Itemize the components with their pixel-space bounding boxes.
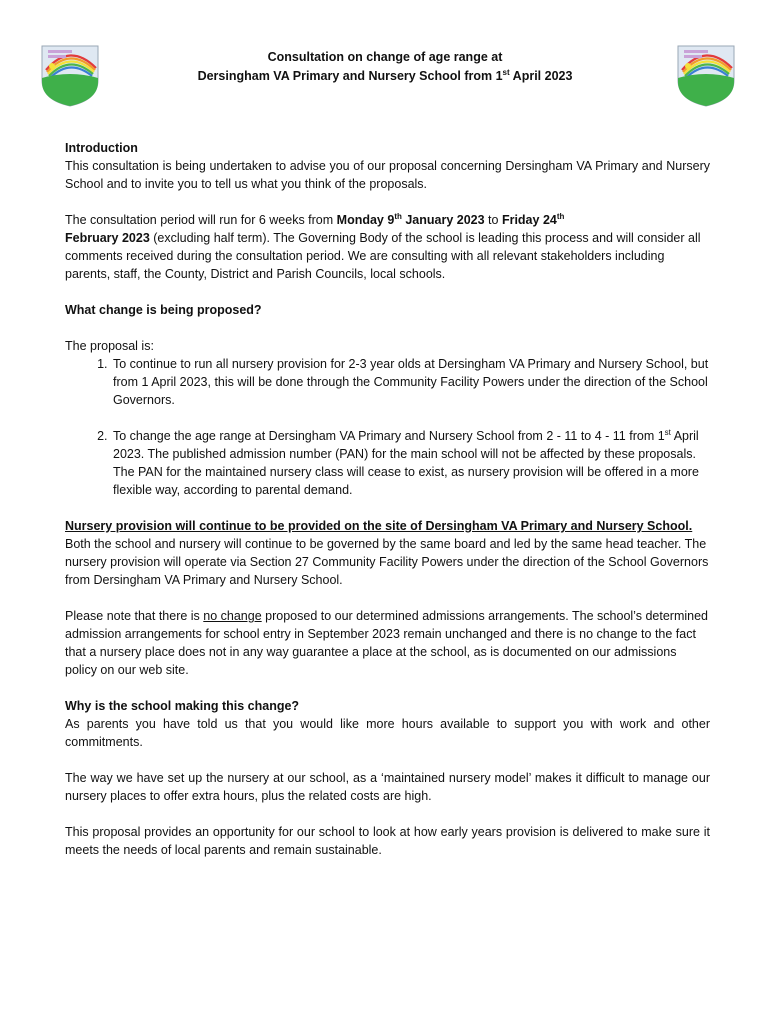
p2-start-date: Monday 9: [336, 213, 395, 227]
p2-text-rest: (excluding half term). The Governing Body of the school is leading this process and will consider all comments received during the consultation period. We are consulting with all relevant stakeholders including parents, staff, the County, District and Parish Councils, local schools.: [65, 231, 701, 281]
document-body: [65, 139, 710, 859]
introduction-paragraph: This consultation is being undertaken to advise you of our proposal concerning Dersingham VA Primary and Nursery School and to invite you to tell us what you think of the proposals.: [65, 159, 710, 191]
introduction-heading: Introduction: [65, 141, 138, 155]
why-paragraph-2: The way we have set up the nursery at our school, as a ‘maintained nursery model’ makes it difficult to manage our nursery places to offer extra hours, plus the related costs are high.: [65, 771, 710, 803]
p2-end-sup: th: [556, 211, 565, 221]
p2-text-to: to: [484, 213, 502, 227]
proposal-item-2: [111, 427, 710, 499]
why-paragraph-1: As parents you have told us that you would like more hours available to support you with work and other commitments.: [65, 717, 710, 749]
school-logo-right: [674, 40, 738, 108]
p2-start-sup: th: [394, 211, 402, 221]
school-logo-left: [38, 40, 102, 108]
document-title: [120, 48, 650, 86]
note-no-change: no change: [203, 609, 262, 623]
p2-start-month: January 2023: [401, 213, 485, 227]
proposal-lead: The proposal is:: [65, 339, 154, 353]
item2-text-b: April 2023. The published admission number (PAN) for the main school will not be affected by these proposals. The PAN for the maintained nursery class will cease to exist, as nursery provision will be offered in a more flexible way, according to parental demand.: [113, 429, 699, 497]
proposal-list: [65, 355, 710, 499]
nursery-text: Both the school and nursery will continue to be governed by the same board and led by the same head teacher. The nursery provision will operate via Section 27 Community Facility Powers under the direction of the School Governors from Dersingham VA Primary and Nursery School.: [65, 537, 709, 587]
p2-end-date: Friday 24: [501, 213, 557, 227]
proposal-heading: What change is being proposed?: [65, 303, 262, 317]
p2-text-a: The consultation period will run for 6 weeks from: [65, 213, 337, 227]
proposal-item-1: 1. To continue to run all nursery provision for 2-3 year olds at Dersingham VA Primary and Nursery School, but from 1 April 2023, this will be done through the Community Facility Powers under the direction of the School Governors.: [111, 355, 710, 409]
school-crest-icon: [674, 40, 738, 108]
admissions-note-paragraph: [65, 607, 710, 679]
p2-end-month: February 2023: [65, 231, 150, 245]
title-line-2-end: April 2023: [509, 69, 573, 83]
why-paragraph-3: This proposal provides an opportunity for our school to look at how early years provision is delivered to make sure it meets the needs of local parents and remain sustainable.: [65, 825, 710, 857]
why-heading: Why is the school making this change?: [65, 699, 300, 713]
item2-text-a: To change the age range at Dersingham VA Primary and Nursery School from 2 - 11 to 4 - 11 from 1: [113, 429, 665, 443]
school-crest-icon: [38, 40, 102, 108]
item2-sup: st: [664, 427, 671, 437]
title-line-2: [120, 67, 650, 86]
note-text-b: proposed to our determined admissions arrangements. The school’s determined admission arrangements for school entry in September 2023 remain unchanged and there is no change to the fact that a nursery place does not in any way guarantee a place at the school, as is documented on our admissions policy on our web site.: [65, 609, 708, 677]
nursery-paragraph: [65, 517, 710, 589]
nursery-underlined-heading: Nursery provision will continue to be provided on the site of Dersingham VA Primary and Nursery School.: [65, 519, 693, 533]
note-text-a: Please note that there is: [65, 609, 204, 623]
title-line-2-text: Dersingham VA Primary and Nursery School from 1: [197, 69, 503, 83]
title-line-1: Consultation on change of age range at: [267, 50, 503, 64]
title-superscript: st: [502, 67, 510, 77]
consultation-period-paragraph: [65, 211, 710, 283]
